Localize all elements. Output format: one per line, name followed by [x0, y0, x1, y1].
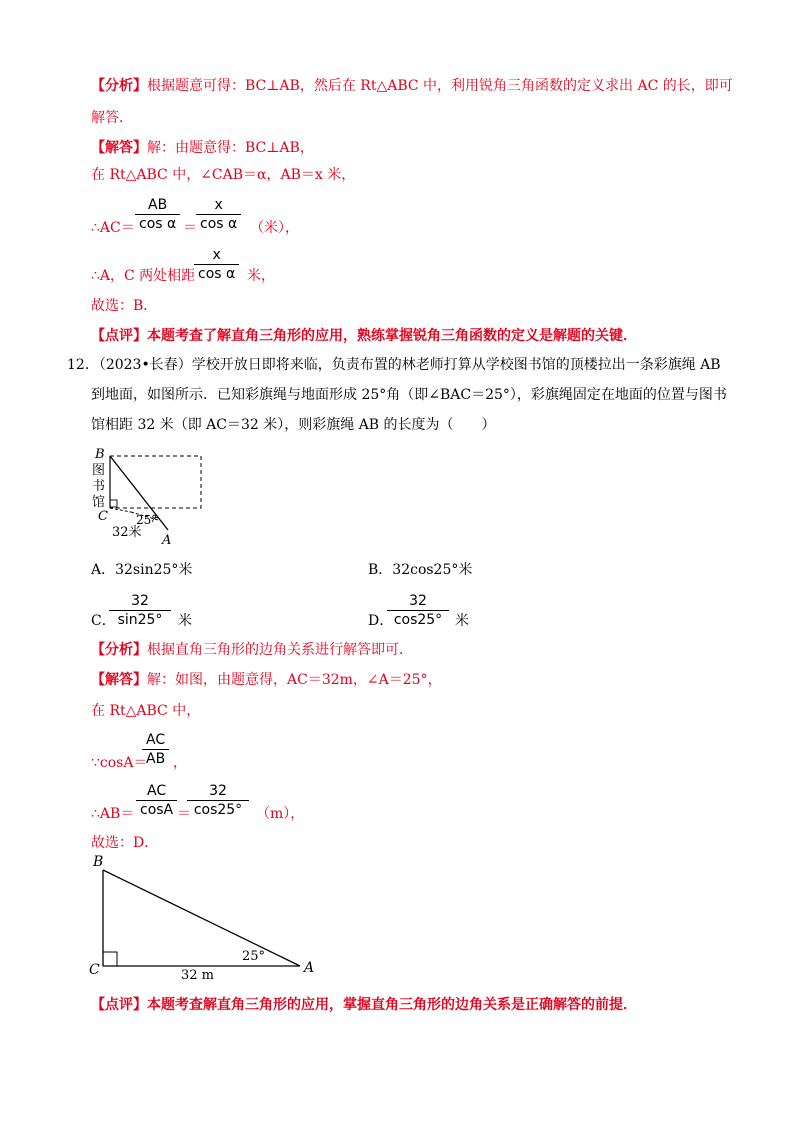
- ab-suffix: （m），: [256, 806, 305, 822]
- analysis-tag: 【分析】: [91, 642, 147, 658]
- label-a: A: [162, 533, 172, 548]
- unit-meter: （米），: [250, 220, 299, 236]
- cos-suffix: ，: [173, 755, 187, 771]
- fraction-numerator: AC: [147, 783, 167, 799]
- ac-expression-prefix: ∴AC＝: [91, 220, 135, 236]
- option-c-unit: 米: [178, 613, 192, 629]
- fraction-ac-over-cosa: [136, 782, 177, 819]
- label-a: A: [304, 960, 315, 976]
- side-ab: [103, 870, 300, 966]
- option-d-fraction: [387, 592, 449, 629]
- distance-line-prefix: ∴A，C 两处相距: [91, 268, 196, 284]
- answer-line-2: [91, 165, 355, 185]
- fraction-denominator: cos25°: [393, 612, 443, 628]
- question-figure: [86, 446, 216, 550]
- comment-tag: 【点评】: [91, 328, 147, 344]
- ab-prefix: ∴AB＝: [91, 806, 135, 822]
- q12-answer-line-2: 在 Rt△ABC 中，: [91, 703, 201, 719]
- distance-label: 32米: [112, 525, 142, 540]
- analysis-tag: 【分析】: [91, 78, 147, 94]
- equals-sign: ＝: [183, 220, 197, 236]
- cos-prefix: ∵cosA＝: [91, 755, 148, 771]
- question-number: 12．: [67, 357, 99, 373]
- answer-tag: 【解答】: [91, 140, 147, 156]
- option-d-label[interactable]: D．: [368, 613, 394, 629]
- ab-equals: ＝: [177, 806, 191, 822]
- fraction-ab-over-cos: [135, 196, 180, 233]
- library-building-outline: [110, 456, 201, 508]
- fraction-denominator: cos α: [198, 266, 236, 282]
- answer-text-2: 在 Rt△ABC 中，∠CAB＝α，AB＝x 米，: [91, 167, 356, 183]
- analysis-line-2: [91, 108, 133, 128]
- q12-comment-line: [91, 995, 637, 1015]
- question-text: （2023•长春）学校开放日即将来临，负责布置的林老师打算从学校图书馆的顶楼拉出一条彩旗绳 AB: [98, 357, 721, 373]
- analysis-text: 根据题意可得：BC⊥AB，然后在 Rt△ABC 中，利用锐角三角函数的定义求出 AC 的长，即可: [147, 78, 733, 94]
- angle-label: 25°: [242, 949, 266, 964]
- fraction-denominator: AB: [146, 751, 166, 767]
- option-b[interactable]: B．32cos25°米: [368, 562, 473, 578]
- ground-line: [110, 508, 131, 512]
- right-angle-mark: [110, 500, 117, 507]
- option-c-fraction: [109, 592, 171, 629]
- fraction-numerator: x: [214, 197, 223, 213]
- solution-figure: [86, 852, 326, 982]
- fraction-x-over-cos-2: [194, 246, 239, 283]
- comment-text: 本题考查了解直角三角形的应用，熟练掌握锐角三角函数的定义是解题的关键．: [147, 328, 637, 344]
- q12-choose-line: 故选：D．: [91, 835, 159, 851]
- answer-line-1: [91, 138, 314, 158]
- answer-tag: 【解答】: [91, 672, 147, 688]
- fraction-numerator: x: [212, 247, 221, 263]
- fraction-denominator: cos α: [139, 216, 177, 232]
- fraction-denominator: cos25°: [193, 802, 243, 818]
- fraction-numerator: 32: [209, 783, 227, 799]
- analysis-text: 根据直角三角形的边角关系进行解答即可．: [147, 642, 413, 658]
- fraction-x-over-cos: [196, 196, 241, 233]
- q12-analysis-line: [91, 640, 413, 660]
- option-d-unit: 米: [455, 613, 469, 629]
- answer-text: 解：由题意得：BC⊥AB，: [147, 140, 314, 156]
- option-a[interactable]: A．32sin25°米: [91, 562, 193, 578]
- choose-line: 故选：B．: [91, 298, 158, 314]
- fraction-numerator: AC: [146, 732, 166, 748]
- comment-tag: 【点评】: [91, 997, 147, 1013]
- analysis-text-cont: 解答．: [91, 110, 133, 126]
- fraction-ac-over-ab: [142, 731, 169, 768]
- comment-line: [91, 326, 637, 346]
- angle-label: 25°: [136, 513, 158, 527]
- distance-line-suffix: 米，: [247, 268, 275, 284]
- building-char-1: 图: [92, 463, 106, 478]
- question-12-line-3: 馆相距 32 米（即 AC＝32 米），则彩旗绳 AB 的长度为（ ）: [91, 417, 496, 433]
- analysis-line-1: [91, 76, 733, 96]
- label-c: C: [89, 962, 100, 978]
- q12-answer-line-1: [91, 670, 442, 690]
- building-char-3: 馆: [92, 495, 106, 510]
- building-char-2: 书: [92, 479, 106, 494]
- question-12-line-2: 到地面，如图所示．已知彩旗绳与地面形成 25°角（即∠BAC＝25°），彩旗绳固定在地面的位置与图书: [91, 387, 727, 403]
- fraction-denominator: cosA: [140, 802, 174, 818]
- right-angle-mark: [103, 952, 117, 966]
- answer-text: 解：如图，由题意得，AC＝32m，∠A＝25°，: [147, 672, 442, 688]
- distance-label: 32 m: [181, 968, 215, 982]
- label-b: B: [95, 447, 105, 462]
- comment-text: 本题考查解直角三角形的应用，掌握直角三角形的边角关系是正确解答的前提．: [147, 997, 637, 1013]
- fraction-32-over-cos25: [187, 782, 249, 819]
- fraction-denominator: cos α: [200, 216, 238, 232]
- question-12-line-1: [67, 355, 721, 375]
- fraction-denominator: sin25°: [117, 612, 163, 628]
- fraction-numerator: 32: [409, 593, 427, 609]
- fraction-numerator: AB: [148, 197, 168, 213]
- label-c: C: [98, 509, 108, 524]
- fraction-numerator: 32: [131, 593, 149, 609]
- label-b: B: [93, 854, 104, 870]
- option-c-label[interactable]: C．: [91, 613, 116, 629]
